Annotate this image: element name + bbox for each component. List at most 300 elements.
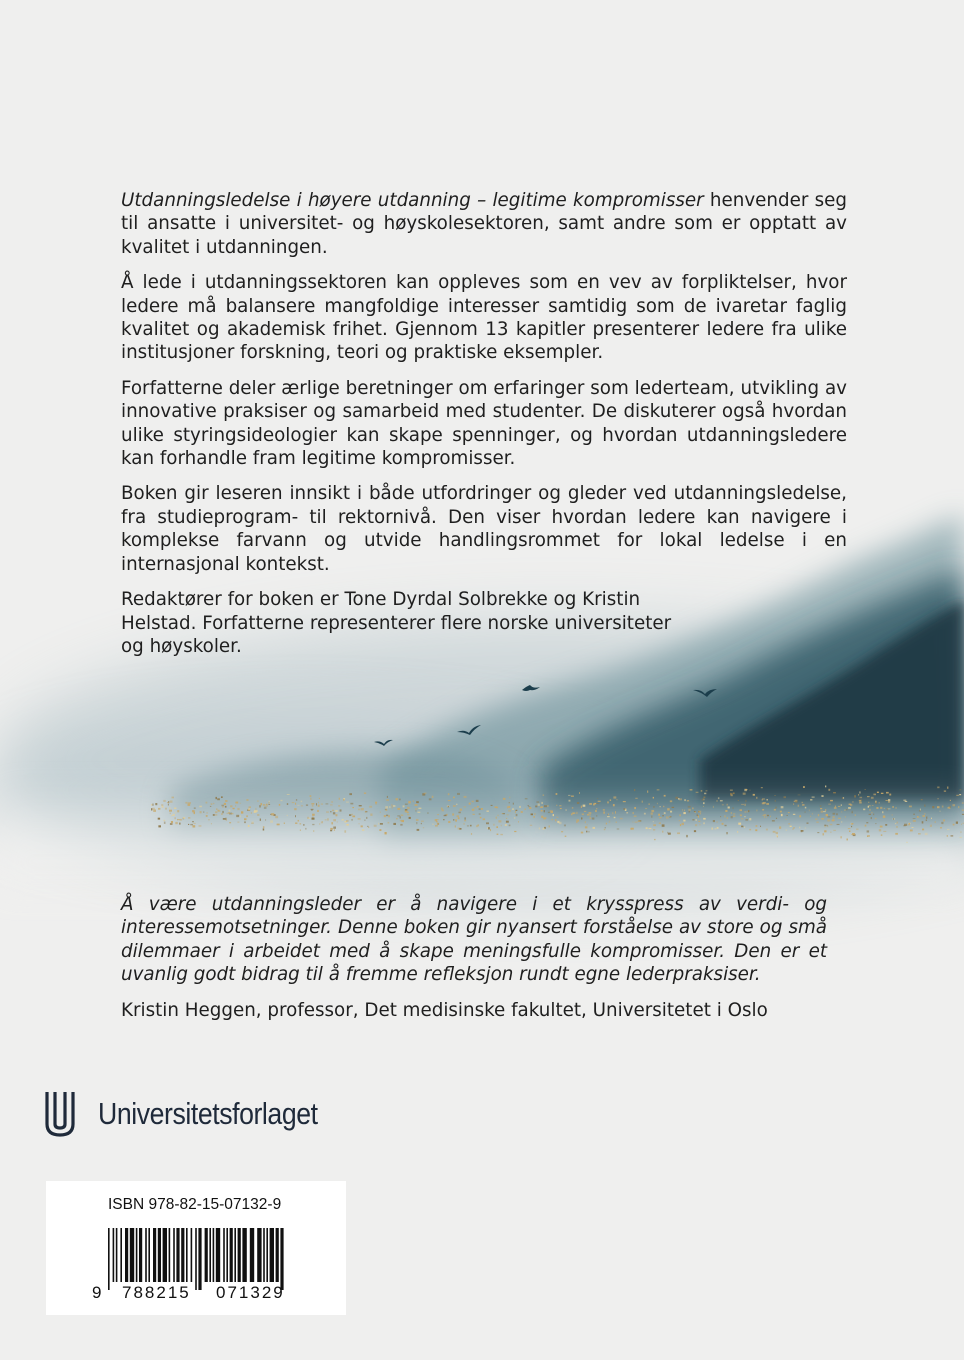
- gold-fleck: [215, 814, 218, 815]
- gold-fleck: [235, 802, 238, 804]
- gold-fleck: [352, 819, 353, 821]
- gold-fleck: [910, 830, 913, 832]
- gold-fleck: [718, 797, 720, 799]
- gold-fleck: [418, 808, 421, 809]
- gold-fleck: [947, 835, 948, 837]
- gold-fleck: [895, 807, 896, 809]
- barcode-bar: [257, 1228, 261, 1282]
- gold-fleck: [246, 799, 248, 800]
- gold-fleck: [458, 812, 460, 814]
- gold-fleck: [165, 808, 166, 810]
- gold-fleck: [810, 816, 811, 817]
- gold-fleck: [343, 799, 344, 801]
- gold-fleck: [932, 806, 934, 808]
- gold-fleck: [924, 815, 925, 817]
- gold-fleck: [467, 825, 469, 826]
- barcode-bar: [108, 1228, 110, 1290]
- gold-fleck: [224, 803, 226, 805]
- gold-fleck: [833, 830, 836, 831]
- gold-fleck: [548, 812, 550, 813]
- gold-fleck: [225, 806, 227, 808]
- gold-fleck: [958, 806, 959, 808]
- gold-fleck: [865, 825, 867, 827]
- gold-fleck: [856, 829, 858, 830]
- gold-fleck: [170, 813, 171, 815]
- gold-fleck: [502, 813, 503, 814]
- gold-fleck: [781, 806, 784, 808]
- gold-fleck: [805, 812, 806, 813]
- gold-fleck: [805, 828, 806, 829]
- gold-fleck: [319, 824, 320, 825]
- gold-fleck: [155, 803, 157, 805]
- gold-fleck: [579, 792, 580, 794]
- gold-fleck: [488, 827, 490, 829]
- gold-fleck: [544, 817, 546, 819]
- gold-fleck: [753, 794, 755, 796]
- gold-fleck: [775, 795, 776, 796]
- gold-fleck: [679, 814, 681, 816]
- gold-fleck: [236, 815, 239, 817]
- gold-fleck: [844, 810, 846, 811]
- gold-fleck: [493, 824, 494, 826]
- gold-fleck: [458, 828, 461, 830]
- barcode-digit-first: 9: [92, 1283, 104, 1302]
- gold-fleck: [703, 818, 706, 820]
- gold-fleck: [893, 818, 894, 819]
- gold-fleck: [695, 819, 697, 820]
- gold-fleck: [400, 824, 402, 826]
- gold-fleck: [257, 814, 259, 816]
- gold-fleck: [692, 819, 694, 820]
- gold-fleck: [359, 805, 362, 806]
- gold-fleck: [762, 798, 765, 799]
- gold-fleck: [359, 823, 360, 824]
- gold-fleck: [281, 800, 283, 801]
- gold-fleck: [669, 816, 670, 817]
- gold-fleck: [781, 814, 783, 816]
- gold-fleck: [547, 805, 548, 807]
- gold-fleck: [786, 819, 787, 820]
- gold-fleck: [677, 832, 680, 834]
- gold-fleck: [483, 818, 486, 820]
- gold-fleck: [679, 820, 680, 821]
- gold-fleck: [849, 804, 852, 805]
- gold-fleck: [852, 823, 854, 824]
- gold-fleck: [670, 811, 672, 813]
- gold-fleck: [223, 818, 226, 820]
- gold-fleck: [279, 804, 280, 806]
- gold-fleck: [937, 806, 940, 808]
- gold-fleck: [549, 825, 550, 827]
- gold-fleck: [210, 806, 211, 807]
- gold-fleck: [487, 811, 489, 812]
- gold-fleck: [216, 809, 217, 810]
- gold-fleck: [509, 825, 511, 827]
- gold-fleck: [405, 809, 408, 810]
- gold-fleck: [645, 808, 647, 809]
- gold-fleck: [153, 810, 156, 812]
- gold-fleck: [177, 810, 179, 812]
- gold-fleck: [805, 807, 807, 809]
- gold-fleck: [845, 817, 846, 818]
- gold-fleck: [837, 824, 840, 825]
- gold-fleck: [913, 820, 916, 821]
- gold-fleck: [761, 787, 763, 788]
- gold-fleck: [388, 822, 390, 824]
- gold-fleck: [859, 800, 861, 801]
- gold-fleck: [351, 814, 352, 815]
- barcode-digits-left: 788215: [122, 1283, 191, 1302]
- gold-fleck: [516, 810, 518, 811]
- gold-fleck: [903, 825, 905, 826]
- gold-fleck: [852, 801, 854, 802]
- gold-fleck: [287, 815, 288, 816]
- gold-fleck: [596, 803, 599, 804]
- gold-fleck: [270, 820, 273, 822]
- gold-fleck: [877, 792, 879, 793]
- endorsement-quote: [121, 893, 827, 1022]
- gold-fleck: [268, 804, 270, 805]
- gold-fleck: [817, 832, 819, 833]
- barcode-bar: [230, 1228, 233, 1282]
- gold-fleck: [456, 804, 458, 805]
- gold-fleck: [793, 814, 795, 815]
- gold-fleck: [623, 808, 625, 810]
- gold-fleck: [560, 808, 562, 809]
- gold-fleck: [634, 815, 637, 817]
- gold-fleck: [744, 816, 746, 817]
- gold-fleck: [690, 789, 693, 791]
- gold-fleck: [536, 802, 539, 803]
- gold-fleck: [506, 818, 507, 819]
- gold-fleck: [339, 798, 340, 800]
- gold-fleck: [786, 829, 788, 830]
- gold-fleck: [603, 812, 605, 814]
- gold-fleck: [698, 815, 699, 817]
- gold-fleck: [809, 809, 810, 811]
- gold-fleck: [269, 801, 270, 802]
- gold-fleck: [330, 811, 332, 812]
- barcode-bar: [198, 1228, 201, 1290]
- gold-fleck: [295, 815, 296, 817]
- gold-fleck: [821, 818, 824, 820]
- gold-fleck: [596, 815, 597, 816]
- gold-fleck: [151, 804, 152, 805]
- gold-fleck: [930, 826, 932, 827]
- gold-fleck: [211, 823, 212, 824]
- gold-fleck: [378, 823, 379, 825]
- gold-fleck: [960, 837, 962, 838]
- gold-fleck: [222, 811, 224, 813]
- gold-fleck: [935, 821, 936, 822]
- gold-fleck: [375, 802, 377, 804]
- paragraph-3: Forfatterne deler ærlige beretninger om erfaringer som lederteam, utvikling av innovative praksiser og samarbeid med studenter. De diskuterer også hvordan ulike styringsideologier kan skape spenninger, og hvordan utdanningsledere kan forhandle fram legitime kompromisser.: [121, 377, 847, 470]
- gold-fleck: [962, 802, 964, 804]
- gold-fleck: [668, 833, 671, 835]
- gold-fleck: [556, 793, 558, 795]
- gold-fleck: [664, 812, 666, 814]
- gold-fleck: [474, 807, 476, 808]
- gold-fleck: [445, 814, 447, 816]
- gold-fleck: [649, 828, 652, 829]
- gold-fleck: [745, 819, 748, 820]
- gold-fleck: [312, 818, 315, 820]
- gold-fleck: [740, 814, 742, 816]
- gold-fleck: [745, 800, 746, 802]
- gold-fleck: [175, 822, 178, 824]
- gold-fleck: [185, 802, 187, 804]
- gold-fleck: [552, 819, 554, 820]
- gold-fleck: [687, 800, 689, 801]
- gold-fleck: [779, 826, 781, 828]
- gold-fleck: [889, 794, 891, 796]
- gold-fleck: [417, 829, 420, 831]
- gold-fleck: [740, 809, 743, 811]
- gold-fleck: [937, 787, 939, 789]
- barcode-bar: [191, 1228, 193, 1282]
- paragraph-4: Boken gir leseren innsikt i både utfordringer og gleder ved utdanningsledelse, fra studieprogram- til rektornivå. Den viser hvordan ledere kan navigere i komplekse farvann og utvide handlingsrommet for lokal ledelse i en internasjonal kontekst.: [121, 483, 847, 575]
- gold-fleck: [700, 813, 701, 814]
- gold-fleck: [453, 819, 454, 821]
- gold-fleck: [161, 804, 163, 806]
- gold-fleck: [830, 800, 833, 801]
- gold-fleck: [576, 822, 577, 823]
- gold-fleck: [384, 815, 386, 817]
- gold-fleck: [766, 829, 768, 831]
- gold-fleck: [763, 814, 766, 816]
- gold-fleck: [812, 796, 815, 798]
- gold-fleck: [174, 817, 176, 819]
- gold-fleck: [686, 835, 688, 837]
- gold-fleck: [423, 827, 424, 828]
- gold-fleck: [248, 825, 250, 827]
- gold-fleck: [888, 801, 890, 802]
- gold-fleck: [249, 808, 250, 810]
- gold-fleck: [663, 806, 664, 807]
- gold-fleck: [846, 809, 847, 810]
- gold-fleck: [590, 817, 591, 819]
- gold-fleck: [788, 812, 790, 813]
- barcode-bar: [280, 1228, 283, 1290]
- gold-fleck: [565, 836, 567, 837]
- gold-fleck: [871, 797, 874, 799]
- gold-fleck: [868, 802, 869, 803]
- gold-fleck: [799, 827, 800, 829]
- gold-fleck: [682, 823, 685, 825]
- gold-fleck: [396, 798, 399, 800]
- gold-fleck: [823, 833, 825, 835]
- gold-fleck: [892, 806, 893, 808]
- gold-fleck: [400, 816, 401, 818]
- gold-fleck: [508, 810, 511, 812]
- gold-fleck: [692, 808, 694, 810]
- gold-fleck: [892, 814, 893, 816]
- gold-fleck: [221, 796, 223, 798]
- gold-fleck: [213, 803, 215, 804]
- gold-fleck: [795, 801, 798, 803]
- gold-fleck: [559, 805, 561, 806]
- gold-fleck: [950, 800, 951, 801]
- gold-fleck: [455, 825, 456, 827]
- gold-fleck: [479, 814, 481, 815]
- gold-fleck: [514, 831, 516, 832]
- gold-fleck: [793, 828, 794, 830]
- gold-fleck: [766, 817, 767, 818]
- gold-fleck: [174, 808, 176, 810]
- gold-fleck: [658, 814, 660, 816]
- gold-fleck: [697, 814, 699, 816]
- gold-fleck: [756, 797, 757, 799]
- gold-fleck: [569, 800, 571, 802]
- gold-fleck: [587, 824, 588, 825]
- gold-fleck: [535, 806, 537, 808]
- gold-fleck: [507, 806, 510, 808]
- gold-fleck: [469, 803, 471, 805]
- gold-fleck: [531, 814, 533, 816]
- gold-fleck: [303, 824, 304, 826]
- gold-fleck: [867, 796, 870, 797]
- gold-fleck: [388, 815, 390, 817]
- gold-fleck: [464, 820, 466, 821]
- gold-fleck: [362, 829, 365, 831]
- gold-fleck: [688, 809, 691, 811]
- gold-fleck: [585, 821, 586, 823]
- gold-fleck: [543, 795, 545, 796]
- gold-fleck: [216, 797, 217, 799]
- gold-fleck: [883, 831, 886, 832]
- gold-fleck: [713, 806, 714, 808]
- gold-fleck: [775, 807, 776, 809]
- gold-fleck: [390, 806, 391, 808]
- gold-fleck: [922, 829, 924, 831]
- gold-fleck: [457, 815, 460, 817]
- gold-fleck: [428, 812, 429, 814]
- gold-fleck: [436, 821, 438, 823]
- gold-fleck: [237, 808, 239, 810]
- gold-fleck: [880, 826, 883, 828]
- gold-fleck: [479, 808, 481, 810]
- gold-fleck: [947, 829, 950, 830]
- gold-fleck: [720, 816, 721, 817]
- gold-fleck: [393, 805, 395, 807]
- gold-fleck: [773, 831, 776, 833]
- gold-fleck: [257, 810, 258, 811]
- gold-fleck: [787, 815, 788, 816]
- gold-fleck: [883, 816, 886, 818]
- gold-fleck: [317, 810, 319, 812]
- gold-fleck: [516, 814, 518, 816]
- gold-fleck: [453, 805, 454, 807]
- gold-fleck: [651, 810, 654, 812]
- gold-fleck: [387, 796, 388, 798]
- gold-fleck: [774, 809, 776, 811]
- gold-fleck: [888, 799, 890, 801]
- gold-fleck: [509, 797, 510, 799]
- gold-fleck: [961, 824, 962, 825]
- gold-fleck: [895, 833, 898, 835]
- gold-fleck: [826, 814, 828, 816]
- gold-fleck: [816, 822, 818, 823]
- barcode-bar: [113, 1228, 115, 1282]
- gold-fleck: [694, 811, 696, 812]
- gold-fleck: [801, 830, 803, 832]
- gold-fleck: [859, 802, 862, 804]
- gold-fleck: [251, 812, 252, 814]
- gold-fleck: [755, 829, 757, 831]
- editor-name-1: Tone Dyrdal Solbrekke: [344, 589, 548, 611]
- gold-fleck: [694, 830, 696, 832]
- gold-fleck: [476, 800, 479, 802]
- gold-fleck: [442, 809, 444, 811]
- gold-fleck: [316, 803, 317, 805]
- gold-fleck: [653, 824, 656, 826]
- gold-fleck: [727, 817, 728, 818]
- gold-fleck: [581, 832, 583, 834]
- gold-fleck: [170, 823, 173, 825]
- gold-fleck: [393, 823, 396, 825]
- gold-fleck: [287, 803, 288, 805]
- gold-fleck: [326, 812, 329, 813]
- gold-fleck: [498, 820, 501, 822]
- gold-fleck: [702, 798, 704, 800]
- gold-fleck: [679, 798, 682, 800]
- gold-fleck: [401, 815, 404, 816]
- gold-fleck: [744, 827, 745, 828]
- gold-fleck: [416, 801, 419, 803]
- gold-fleck: [454, 805, 456, 806]
- gold-fleck: [720, 800, 723, 801]
- gold-fleck: [881, 793, 884, 794]
- gold-fleck: [919, 817, 921, 818]
- gold-fleck: [762, 809, 764, 811]
- gold-fleck: [824, 830, 826, 832]
- gold-fleck: [296, 799, 297, 800]
- gold-fleck: [642, 801, 643, 803]
- gold-fleck: [435, 825, 438, 826]
- gold-fleck: [152, 808, 154, 810]
- gold-fleck: [415, 809, 418, 810]
- gold-fleck: [429, 798, 432, 800]
- barcode-bar: [136, 1228, 138, 1282]
- gold-fleck: [259, 805, 260, 807]
- gold-fleck: [855, 814, 856, 816]
- gold-fleck: [581, 817, 582, 819]
- gold-fleck: [229, 822, 231, 823]
- editor-name-2: Kristin Helstad.: [121, 589, 641, 634]
- barcode-digits-right: 071329: [216, 1283, 285, 1302]
- gold-fleck: [818, 814, 819, 816]
- gold-fleck: [501, 825, 502, 827]
- gold-fleck: [821, 811, 823, 813]
- gold-fleck: [828, 804, 831, 805]
- gold-fleck: [330, 828, 333, 830]
- gold-fleck: [616, 822, 617, 823]
- gold-fleck: [743, 793, 746, 795]
- gold-fleck: [152, 804, 153, 806]
- gold-fleck: [956, 795, 959, 796]
- barcode-bar: [139, 1228, 142, 1282]
- barcode-bar: [213, 1228, 215, 1282]
- gold-fleck: [244, 821, 245, 823]
- gold-fleck: [514, 817, 516, 819]
- gold-fleck: [297, 805, 299, 806]
- gold-fleck: [194, 812, 195, 814]
- gold-fleck: [607, 814, 608, 815]
- barcode-bar: [153, 1228, 156, 1282]
- gold-fleck: [741, 818, 744, 819]
- gold-fleck: [338, 805, 340, 806]
- gold-fleck: [366, 817, 367, 819]
